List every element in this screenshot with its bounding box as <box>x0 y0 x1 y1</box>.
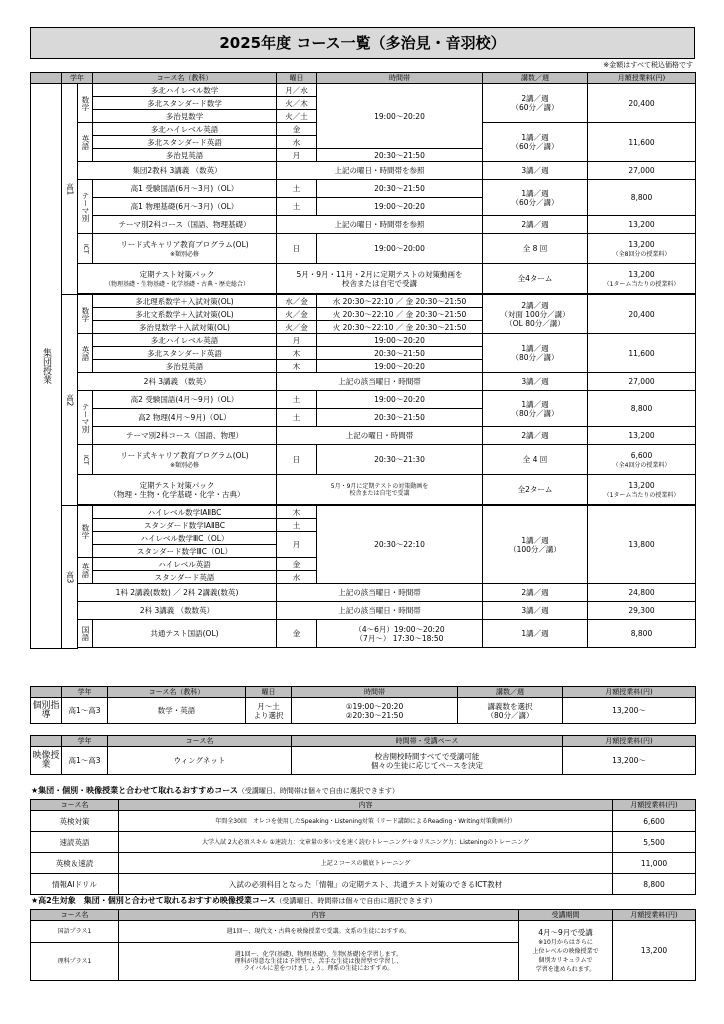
course-time: 水 20:30～22:10 ／ 金 20:30～21:50 <box>317 295 483 308</box>
header-fee: 月額授業料(円) <box>588 73 696 84</box>
grade-kou2: 高2 <box>62 295 78 506</box>
course-day: 火／土 <box>277 110 317 123</box>
test-pack-fee: 13,200 （1ターム当たりの授業料） <box>588 475 696 505</box>
subject-japanese-3: 国語 <box>78 620 93 648</box>
header-day: 曜日 <box>277 73 317 84</box>
course-day: 水／金 <box>277 295 317 308</box>
individual-label: 個別指導 <box>31 698 62 724</box>
subject-math-3: 数学 <box>78 506 93 558</box>
course-fee: 20,400 <box>588 84 696 123</box>
course-name: 多治見数学＋入試対策(OL) <box>93 321 277 334</box>
course-name: スタンダード数学ⅢC（OL） <box>93 545 277 558</box>
course-name: テーマ別2科コース（国語、物理基礎） <box>93 216 277 234</box>
group-label: 集団授業 <box>31 84 62 649</box>
course-day: 月／水 <box>277 84 317 97</box>
test-pack-lessons: 全2ターム <box>483 475 588 505</box>
header-lessons: 講数／週 <box>458 687 563 698</box>
recommend-name: 速読英語 <box>31 832 119 853</box>
group-course-table <box>30 72 696 649</box>
recommend-content: 入試の必須科目となった「情報」の定期テスト、共通テスト対策のできるICT教材 <box>119 874 613 895</box>
course-time: 20:30～22:10 <box>317 506 483 584</box>
course-time: 20:30～21:30 <box>317 445 483 475</box>
header-time: 時間帯・受講ペース <box>292 736 563 747</box>
subject-math-2: 数学 <box>78 295 93 334</box>
subject-english-1: 英語 <box>78 123 93 162</box>
course-day: 火／金 <box>277 308 317 321</box>
course-time: 火 20:30～22:10 ／ 金 20:30～21:50 <box>317 321 483 334</box>
course-fee: 8,800 <box>588 391 696 427</box>
course-time: 19:00～20:20 <box>317 360 483 373</box>
recommend-name: 英検＆速読 <box>31 853 119 874</box>
course-fee: 6,600 （全4回分の授業料） <box>588 445 696 475</box>
set-course-fee: 29,300 <box>588 602 696 620</box>
course-name: 多治見数学 <box>93 110 277 123</box>
recommend-fee: 6,600 <box>613 811 696 832</box>
course-name: 多北スタンダード英語 <box>93 347 277 360</box>
course-day: 日 <box>277 234 317 264</box>
video-time: 校舎開校時間すべてで受講可能 個々の生徒に応じてペースを決定 <box>292 747 563 775</box>
individual-fee: 13,200～ <box>563 698 696 724</box>
recommend-content: 上記２コースの徹底トレーニング <box>119 853 613 874</box>
header-period: 受講期間 <box>519 910 613 921</box>
course-name: 多北スタンダード数学 <box>93 97 277 110</box>
course-name: テーマ別2科コース（国語、物理） <box>93 427 277 445</box>
course-name: 多北ハイレベル数学 <box>93 84 277 97</box>
individual-course-table <box>30 686 696 724</box>
course-time: 19:00～20:20 <box>317 198 483 216</box>
course-lessons: 1講／週 （100分／講） <box>483 506 588 584</box>
recommend-name: 情報AIドリル <box>31 874 119 895</box>
course-name: 高2 受験国語(4月～9月)（OL） <box>93 391 277 409</box>
set-course-name: 2科 3講義 （数英） <box>78 373 277 391</box>
recommend-fee: 11,000 <box>613 853 696 874</box>
course-lessons: 1講／週 （80分／講） <box>483 391 588 427</box>
header-fee: 月額授業料(円) <box>613 910 696 921</box>
course-name: 高1 受験国語(6月～3月)（OL） <box>93 180 277 198</box>
course-name: 多治見英語 <box>93 149 277 162</box>
course-time: 20:30～21:50 <box>317 409 483 427</box>
video-fee: 13,200～ <box>563 747 696 775</box>
header-blank <box>31 736 62 747</box>
video-course: ウィングネット <box>108 747 292 775</box>
course-time: 火 20:30～22:10 ／ 金 20:30～21:50 <box>317 308 483 321</box>
header-fee: 月額授業料(円) <box>563 736 696 747</box>
course-day: 金 <box>277 123 317 136</box>
subject-english-2: 英語 <box>78 334 93 373</box>
header-blank <box>31 73 62 84</box>
subject-theme-2: テーマ別 <box>78 391 93 445</box>
course-day: 水 <box>277 136 317 149</box>
recommend2-name: 国語プラス1 <box>31 921 119 943</box>
set-course-time: 上記の該当曜日・時間帯 <box>277 584 483 602</box>
course-time: 19:00～20:20 <box>317 334 483 347</box>
recommend-content: 大学入試 2大必須スキル ①速読力：文章量の多い文を速く読むトレーニング＋②リスニング力：Listeningのトレーニング <box>119 832 613 853</box>
course-time: 19:00～20:20 <box>317 84 483 149</box>
header-blank <box>31 687 62 698</box>
course-time: 19:00～20:20 <box>317 391 483 409</box>
header-content: 内容 <box>119 910 519 921</box>
course-name: 多北ハイレベル英語 <box>93 123 277 136</box>
set-course-time: 上記の該当曜日・時間帯 <box>277 602 483 620</box>
course-day: 土 <box>277 198 317 216</box>
header-grade: 学年 <box>62 687 108 698</box>
course-day: 土 <box>277 409 317 427</box>
course-day: 火／木 <box>277 97 317 110</box>
set-course-fee: 27,000 <box>588 373 696 391</box>
header-day: 曜日 <box>246 687 292 698</box>
recommend2-name: 理科プラス1 <box>31 943 119 981</box>
course-name: リード式キャリア教育プログラム(OL) ※類別必修 <box>93 445 277 475</box>
course-lessons: 2講／週 <box>483 427 588 445</box>
individual-day: 月～土 より選択 <box>246 698 292 724</box>
course-name: リード式キャリア教育プログラム(OL) ※類別必修 <box>93 234 277 264</box>
course-day: 日 <box>277 445 317 475</box>
test-pack-name: 定期テスト対策パック （物理・生物・化学基礎・化学・古典） <box>78 475 277 505</box>
course-day: 土 <box>277 180 317 198</box>
video-grade: 高1～高3 <box>62 747 108 775</box>
recommend2-course-table <box>30 909 696 981</box>
course-time: 20:30～21:50 <box>317 149 483 162</box>
header-course: コース名（教科） <box>108 687 246 698</box>
subject-ict-2: ICT <box>78 445 93 475</box>
grade-kou1: 高1 <box>62 84 78 295</box>
header-course: コース名 <box>31 910 119 921</box>
set-course-lessons: 3講／週 <box>483 162 588 180</box>
header-lessons: 講数／週 <box>483 73 588 84</box>
course-lessons: 2講／週 （対面 100分／講） （OL 80分／講） <box>483 295 588 334</box>
set-course-fee: 24,800 <box>588 584 696 602</box>
test-pack-lessons: 全4ターム <box>483 264 588 294</box>
course-fee: 11,600 <box>588 123 696 162</box>
course-lessons: 2講／週 （60分／講） <box>483 84 588 123</box>
set-course-time: 上記の曜日・時間帯を参照 <box>277 162 483 180</box>
subject-math-1: 数学 <box>78 84 93 123</box>
course-fee: 13,200 （全8回分の授業料） <box>588 234 696 264</box>
course-name: スタンダード英語 <box>93 571 277 584</box>
course-fee: 13,800 <box>588 506 696 584</box>
header-fee: 月額授業料(円) <box>613 800 696 811</box>
header-grade: 学年 <box>62 736 108 747</box>
course-lessons: 全 4 回 <box>483 445 588 475</box>
course-lessons: 1講／週 <box>483 620 588 648</box>
course-time: 20:30～21:50 <box>317 347 483 360</box>
test-pack-time: 5月・9月に定期テストの対策動画を 校舎または自宅で受講 <box>277 475 483 505</box>
course-name: 共通テスト国語(OL) <box>93 620 277 648</box>
course-day: 月 <box>277 532 317 558</box>
header-course: コース名 <box>108 736 292 747</box>
course-time: 上記の曜日・時間帯 <box>277 427 483 445</box>
course-name: 多治見英語 <box>93 360 277 373</box>
test-pack-name: 定期テスト対策パック （物理基礎・生物基礎・化学基礎・古典・歴史総合） <box>78 264 277 294</box>
header-time: 時間帯 <box>292 687 458 698</box>
course-name: 多北ハイレベル英語 <box>93 334 277 347</box>
course-fee: 20,400 <box>588 295 696 334</box>
course-time: 20:30～21:50 <box>317 180 483 198</box>
course-day: 土 <box>277 391 317 409</box>
course-name: ハイレベル数学ⅢC（OL） <box>93 532 277 545</box>
course-day: 月 <box>277 334 317 347</box>
course-name: 多北スタンダード英語 <box>93 136 277 149</box>
recommend-fee: 8,800 <box>613 874 696 895</box>
course-day: 木 <box>277 506 317 519</box>
course-day: 金 <box>277 558 317 571</box>
header-course: コース名 <box>31 800 119 811</box>
recommend2-heading: ★高2生対象 集団・個別と合わせて取れるおすすめ映像授業コース（受講曜日、時間帯は個々で自由に選択できます） <box>31 896 437 905</box>
set-course-lessons: 3講／週 <box>483 602 588 620</box>
subject-ict-1: ICT <box>78 234 93 264</box>
individual-lessons: 講義数を選択 （80分／講） <box>458 698 563 724</box>
course-day: 木 <box>277 347 317 360</box>
header-time: 時間帯 <box>317 73 483 84</box>
course-day: 水 <box>277 571 317 584</box>
subject-english-3: 英語 <box>78 558 93 584</box>
recommend2-content: 週1回～、化学(基礎)、物理(基礎)、生物(基礎)を学習します。 理科が得意な生徒は予習型で、苦手な生徒は復習型で学習し、 ライバルに差をつけましょう。理系の生徒におすすめ。 <box>119 943 519 981</box>
course-day: 土 <box>277 519 317 532</box>
header-content: 内容 <box>119 800 613 811</box>
header-course: コース名（教科） <box>93 73 277 84</box>
set-course-fee: 27,000 <box>588 162 696 180</box>
course-time: （4～6月）19:00～20:20 （7月～） 17:30～18:50 <box>317 620 483 648</box>
course-time: 19:00～20:00 <box>317 234 483 264</box>
test-pack-time: 5月・9月・11月・2月に定期テストの対策動画を 校舎または自宅で受講 <box>277 264 483 294</box>
header-grade: 学年 <box>62 73 93 84</box>
course-lessons: 1講／週 （60分／講） <box>483 180 588 216</box>
set-course-lessons: 3講／週 <box>483 373 588 391</box>
course-fee: 11,600 <box>588 334 696 373</box>
course-name: 多北理系数学＋入試対策(OL) <box>93 295 277 308</box>
test-pack-fee: 13,200 （1ターム当たりの授業料） <box>588 264 696 294</box>
course-lessons: 2講／週 <box>483 216 588 234</box>
course-fee: 8,800 <box>588 180 696 216</box>
set-course-time: 上記の該当曜日・時間帯 <box>277 373 483 391</box>
recommend-fee: 5,500 <box>613 832 696 853</box>
recommend-course-table <box>30 799 696 895</box>
page-title: 2025年度 コース一覧（多治見・音羽校） <box>30 27 695 59</box>
course-time: 上記の曜日・時間帯を参照 <box>277 216 483 234</box>
recommend-heading: ★集団・個別・映像授業と合わせて取れるおすすめコース（受講曜日、時間帯は個々で自由に選択できます） <box>31 786 399 795</box>
course-day: 木 <box>277 360 317 373</box>
course-name: 高2 物理(4月～9月)（OL） <box>93 409 277 427</box>
video-label: 映像授業 <box>31 747 62 775</box>
set-course-lessons: 2講／週 <box>483 584 588 602</box>
course-name: 高1 物理基礎(6月～3月)（OL） <box>93 198 277 216</box>
course-fee: 8,800 <box>588 620 696 648</box>
course-fee: 13,200 <box>588 216 696 234</box>
header-fee: 月額授業料(円) <box>563 687 696 698</box>
recommend2-content: 週1回～、現代文・古典を映像授業で受講。文系の生徒におすすめ。 <box>119 921 519 943</box>
course-lessons: 1講／週 （60分／講） <box>483 123 588 162</box>
individual-time: ①19:00～20:20 ②20:30～21:50 <box>292 698 458 724</box>
set-course-name: 集団2教科 3講義 （数英） <box>78 162 277 180</box>
recommend-name: 英検対策 <box>31 811 119 832</box>
course-day: 金 <box>277 620 317 648</box>
course-lessons: 全 8 回 <box>483 234 588 264</box>
course-lessons: 1講／週 （80分／講） <box>483 334 588 373</box>
recommend2-fee: 13,200 <box>613 921 696 981</box>
video-course-table <box>30 735 696 775</box>
course-fee: 13,200 <box>588 427 696 445</box>
individual-course: 数学・英語 <box>108 698 246 724</box>
grade-kou3: 高3 <box>62 506 78 649</box>
course-day: 月 <box>277 149 317 162</box>
course-name: スタンダード数学ⅠAⅡBC <box>93 519 277 532</box>
set-course-name: 1科 2講義(数数) ／ 2科 2講義(数英) <box>78 584 277 602</box>
tax-note: ※金額はすべて税込価格です <box>603 61 693 69</box>
set-course-name: 2科 3講義 （数数英） <box>78 602 277 620</box>
individual-grade: 高1～高3 <box>62 698 108 724</box>
recommend-content: 年間全30回 オレコを使用したSpeaking・Listening対策（リード講師によるReading・Writing対策動画付） <box>119 811 613 832</box>
course-name: 多北文系数学＋入試対策(OL) <box>93 308 277 321</box>
recommend2-period: 4月～9月で受講 ※10月からはさらに 上位レベルの映像授業で 個別カリキュラムで 学習を進められます。 <box>519 921 613 981</box>
course-day: 火／金 <box>277 321 317 334</box>
course-name: ハイレベル英語 <box>93 558 277 571</box>
course-name: ハイレベル数学ⅠAⅡBC <box>93 506 277 519</box>
subject-theme-1: テーマ別 <box>78 180 93 234</box>
